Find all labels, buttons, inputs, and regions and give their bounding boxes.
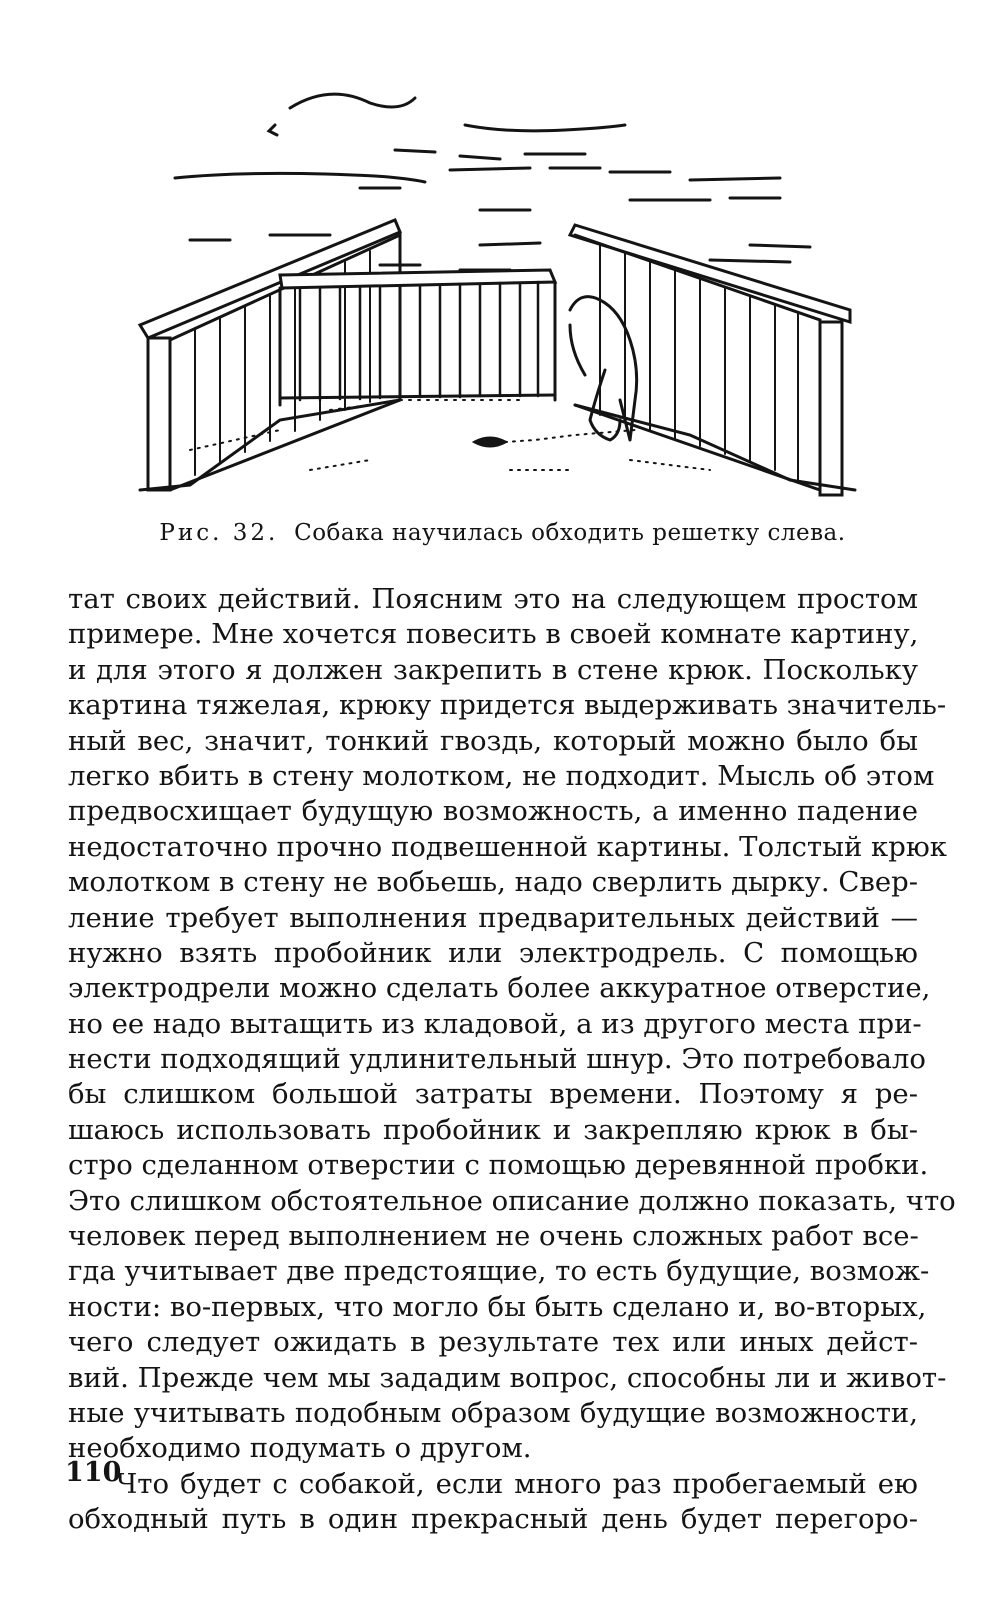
- text-line: ление требует выполнения предварительных действий —: [68, 901, 918, 934]
- text-line: человек перед выполнением не очень сложных работ все-: [68, 1220, 919, 1253]
- body-text: [68, 582, 956, 1538]
- text-line: бы слишком большой затраты времени. Поэтому я ре-: [68, 1078, 918, 1111]
- text-line: ности: во-первых, что могло бы быть сделано и, во-вторых,: [68, 1290, 927, 1323]
- text-line: примере. Мне хочется повесить в своей комнате картину,: [68, 618, 919, 651]
- figure-caption: [0, 520, 1005, 546]
- figure-caption-label: Рис. 32.: [159, 520, 279, 546]
- text-line: ный вес, значит, тонкий гвоздь, который можно было бы: [68, 724, 918, 757]
- text-line: тат своих действий. Поясним это на следующем простом: [68, 583, 918, 615]
- text-line: электродрели можно сделать более аккуратное отверстие,: [68, 972, 931, 1005]
- ground-dots: [330, 400, 520, 410]
- grille-bars: [300, 282, 538, 400]
- text-line: Что будет с собакой, если много раз пробегаемый ею: [116, 1467, 918, 1500]
- text-line: картина тяжелая, крюку придется выдерживать значитель-: [68, 689, 947, 722]
- right-wall-boards: [600, 245, 798, 480]
- bait-object: [475, 438, 505, 446]
- text-line: шаюсь использовать пробойник и закрепляю крюк в бы-: [68, 1113, 918, 1146]
- text-line: легко вбить в стену молотком, не подходит. Мысль об этом: [68, 759, 935, 792]
- right-wall-base: [575, 405, 855, 490]
- text-line: стро сделанном отверстии с помощью деревянной пробки.: [68, 1149, 929, 1182]
- text-line: вий. Прежде чем мы зададим вопрос, способны ли и живот-: [68, 1361, 947, 1394]
- text-line: нужно взять пробойник или электродрель. С помощью: [68, 936, 918, 969]
- page-number: 110: [65, 1457, 122, 1488]
- text-line: нести подходящий удлинительный шнур. Это потребовало: [68, 1043, 926, 1076]
- text-line: Это слишком обстоятельное описание должно показать, что: [68, 1184, 956, 1217]
- text-line: чего следует ожидать в результате тех или иных дейст-: [68, 1326, 918, 1359]
- text-line: предвосхищает будущую возможность, а именно падение: [68, 795, 918, 828]
- horizon-stroke: [360, 188, 780, 210]
- text-line: гда учитывает две предстоящие, то есть будущие, возмож-: [68, 1255, 930, 1288]
- text-line: недостаточно прочно подвешенной картины. Толстый крюк: [68, 830, 947, 863]
- horizon-stroke: [450, 168, 780, 180]
- text-line: молотком в стену не вобьешь, надо сверлить дырку. Свер-: [68, 866, 919, 899]
- text-line: необходимо подумать о другом.: [68, 1432, 532, 1465]
- horizon-stroke: [190, 235, 810, 247]
- cloud-stroke: [269, 125, 277, 135]
- text-line: обходный путь в один прекрасный день будет перегоро-: [68, 1503, 918, 1536]
- cloud-stroke: [465, 125, 625, 131]
- text-line: ные учитывать подобным образом будущие возможности,: [68, 1396, 918, 1429]
- figure-caption-text: Собака научилась обходить решетку слева.: [294, 520, 846, 546]
- horizon-stroke: [380, 260, 790, 270]
- illustration: [130, 70, 870, 510]
- text-line: но ее надо вытащить из кладовой, а из другого места при-: [68, 1007, 922, 1040]
- figure-dog-fence-illustration: [130, 70, 870, 510]
- left-wall-post: [148, 338, 170, 490]
- cloud-stroke: [395, 150, 585, 159]
- cloud-stroke: [290, 94, 415, 108]
- text-line: и для этого я должен закрепить в стене крюк. Поскольку: [68, 653, 918, 686]
- right-wall-post: [820, 322, 842, 495]
- horizon-stroke: [175, 173, 425, 182]
- grille-top-rail: [280, 270, 555, 288]
